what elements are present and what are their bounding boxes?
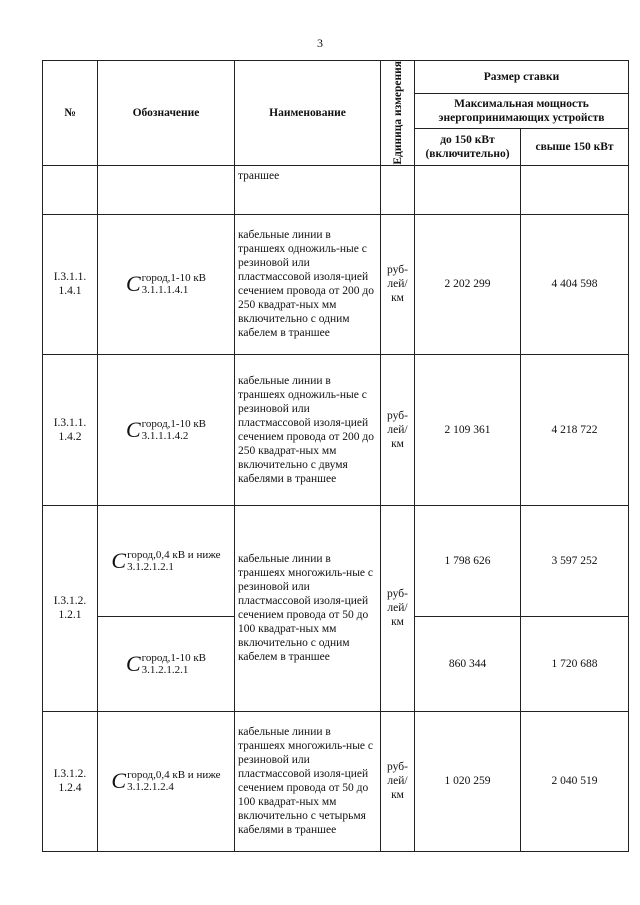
row-number: I.3.1.2. 1.2.4 — [43, 711, 98, 851]
header-rate: Размер ставки — [415, 61, 629, 94]
row-value-upto-150: 1 020 259 — [415, 711, 521, 851]
header-unit — [381, 61, 415, 166]
row-value-over-150: 2 040 519 — [521, 711, 629, 851]
row-unit: руб-лей/ км — [381, 354, 415, 505]
header-unit-text: Единица измерения — [391, 61, 404, 165]
header-upto-150kw: до 150 кВт (включительно) — [415, 129, 521, 166]
table-row — [43, 711, 629, 851]
rate-formula — [126, 272, 206, 296]
rate-formula — [111, 549, 220, 573]
table-row-continuation — [43, 165, 629, 214]
header-max-power: Максимальная мощность энергопринимающих устройств — [415, 93, 629, 128]
header-number: № — [43, 61, 98, 166]
formula-subscript: 3.1.2.1.2.4 — [127, 781, 174, 794]
formula-symbol: C — [125, 650, 141, 676]
formula-subscript: 3.1.2.1.2.1 — [127, 560, 174, 573]
table-row — [43, 505, 629, 616]
formula-superscript: город,0,4 кВ и ниже — [127, 769, 221, 782]
header-designation: Обозначение — [98, 61, 235, 166]
formula-superscript: город,1-10 кВ — [141, 651, 207, 664]
row-designation — [98, 505, 235, 616]
row-value-upto-150: 2 109 361 — [415, 354, 521, 505]
formula-symbol: C — [111, 547, 127, 573]
formula-symbol: C — [111, 768, 127, 794]
row-unit: руб-лей/ км — [381, 711, 415, 851]
row-name-continuation: траншее — [235, 165, 381, 214]
rate-formula — [126, 418, 206, 442]
row-name: кабельные линии в траншеях одножиль-ные с резиновой или пластмассовой изоля-цией сечением провода от 200 до 250 квадрат-ных мм включительно с одним кабелем в траншее — [235, 214, 381, 354]
header-over-150kw: свыше 150 кВт — [521, 129, 629, 166]
formula-superscript: город,0,4 кВ и ниже — [127, 548, 221, 561]
table-row — [43, 354, 629, 505]
formula-subscript: 3.1.1.1.4.2 — [141, 429, 189, 442]
rate-formula — [111, 769, 220, 793]
row-designation — [98, 616, 235, 711]
rate-formula — [126, 652, 206, 676]
formula-symbol: C — [125, 271, 141, 297]
row-number: I.3.1.2. 1.2.1 — [43, 505, 98, 711]
tariff-table — [42, 60, 629, 852]
row-value-over-150: 1 720 688 — [521, 616, 629, 711]
row-value-upto-150: 2 202 299 — [415, 214, 521, 354]
formula-superscript: город,1-10 кВ — [141, 417, 207, 430]
formula-symbol: C — [125, 416, 141, 442]
row-designation — [98, 711, 235, 851]
header-name: Наименование — [235, 61, 381, 166]
row-unit: руб-лей/ км — [381, 505, 415, 711]
row-value-upto-150: 1 798 626 — [415, 505, 521, 616]
row-name: кабельные линии в траншеях одножиль-ные с резиновой или пластмассовой изоля-цией сечением провода от 200 до 250 квадрат-ных мм включительно с двумя кабелями в траншее — [235, 354, 381, 505]
row-value-over-150: 4 218 722 — [521, 354, 629, 505]
row-unit: руб-лей/ км — [381, 214, 415, 354]
row-value-over-150: 3 597 252 — [521, 505, 629, 616]
row-name: кабельные линии в траншеях многожиль-ные с резиновой или пластмассовой изоля-цией сечением провода от 50 до 100 квадрат-ных мм включительно с четырьмя кабелями в траншее — [235, 711, 381, 851]
formula-subscript: 3.1.1.1.4.1 — [141, 284, 189, 297]
formula-subscript: 3.1.2.1.2.1 — [141, 663, 189, 676]
row-number: I.3.1.1. 1.4.2 — [43, 354, 98, 505]
row-number: I.3.1.1. 1.4.1 — [43, 214, 98, 354]
table-row — [43, 214, 629, 354]
row-value-over-150: 4 404 598 — [521, 214, 629, 354]
page-number: 3 — [317, 36, 323, 50]
formula-superscript: город,1-10 кВ — [141, 272, 207, 285]
table-header — [43, 61, 629, 166]
row-name: кабельные линии в траншеях многожиль-ные с резиновой или пластмассовой изоля-цией сечением провода от 50 до 100 квадрат-ных мм включительно с одним кабелем в траншее — [235, 505, 381, 711]
row-designation — [98, 354, 235, 505]
row-designation — [98, 214, 235, 354]
row-value-upto-150: 860 344 — [415, 616, 521, 711]
